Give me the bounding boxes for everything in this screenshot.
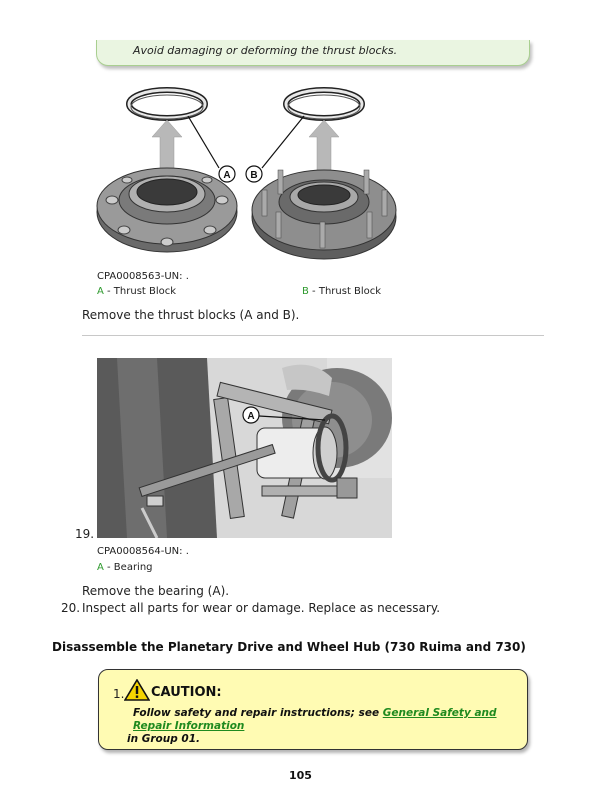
callout-bearing-a: A	[247, 411, 255, 422]
step-text-bearing: Remove the bearing (A).	[82, 584, 230, 598]
section-heading: Disassemble the Planetary Drive and Wheel Hub (730 Ruima and 730)	[52, 640, 526, 654]
caution-number: 1.	[113, 687, 125, 701]
note-box	[96, 40, 530, 66]
step-number-19: 19.	[75, 527, 95, 541]
figure1-legend-a	[97, 286, 176, 297]
legend-a-label: - Thrust Block	[103, 286, 177, 297]
legend-bearing-key: A	[97, 562, 104, 573]
page-number: 105	[289, 769, 312, 782]
step-text-inspect: Inspect all parts for wear or damage. Replace as necessary.	[82, 601, 441, 615]
caution-box	[98, 669, 528, 750]
step-number-20: 20.	[61, 601, 81, 615]
legend-b-key: B	[302, 286, 309, 297]
figure2-legend-a	[97, 562, 153, 573]
caution-text-after: in Group 01.	[127, 733, 200, 745]
caution-title: CAUTION:	[151, 685, 222, 700]
legend-a-key: A	[97, 286, 104, 297]
note-text: Avoid damaging or deforming the thrust blocks.	[133, 44, 398, 57]
caution-text-before: Follow safety and repair instructions; see	[133, 707, 383, 719]
step-text-thrust: Remove the thrust blocks (A and B).	[82, 308, 300, 322]
warning-triangle-icon	[124, 679, 150, 701]
caution-text	[133, 707, 513, 733]
legend-b-label: - Thrust Block	[308, 286, 382, 297]
divider	[82, 335, 544, 336]
figure2-code: CPA0008564-UN: .	[97, 546, 189, 557]
figure1-code: CPA0008563-UN: .	[97, 271, 189, 282]
callout-a: A	[223, 170, 231, 181]
callout-b: B	[250, 170, 258, 181]
general-safety-link[interactable]: General Safety and Repair Information	[133, 707, 497, 732]
legend-bearing-label: - Bearing	[103, 562, 153, 573]
thrust-block-illustration	[92, 82, 402, 268]
figure1-legend-b	[302, 286, 381, 297]
bearing-puller-photo	[97, 358, 392, 538]
